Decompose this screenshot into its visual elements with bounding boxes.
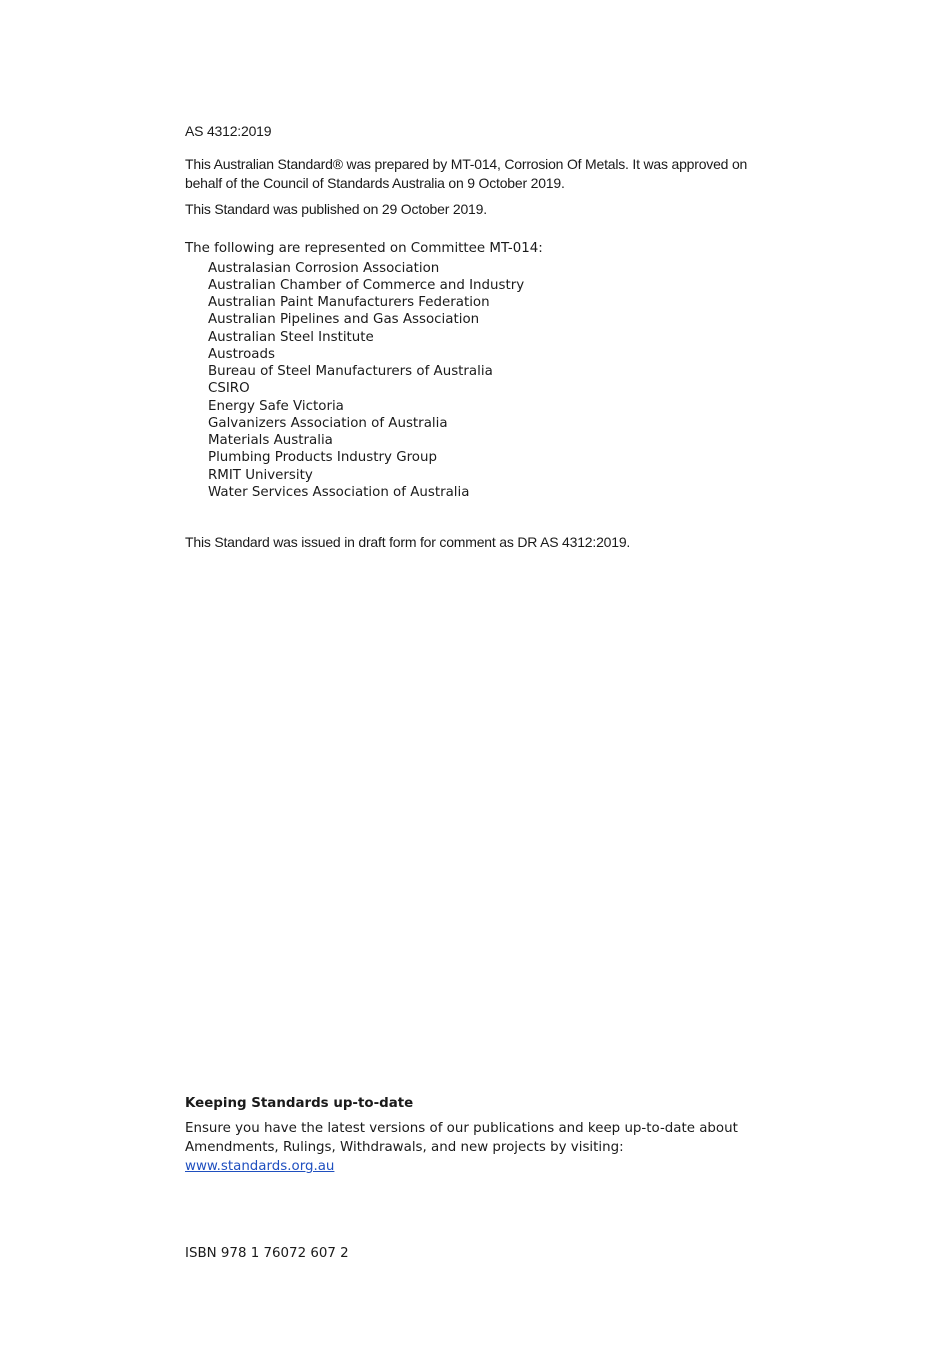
committee-member: Australasian Corrosion Association	[208, 260, 440, 276]
committee-member: Australian Paint Manufacturers Federation	[208, 295, 490, 310]
standards-website-link[interactable]: www.standards.org.au	[185, 1159, 335, 1174]
committee-member: RMIT University	[208, 467, 313, 483]
committee-member: Energy Safe Victoria	[208, 398, 344, 414]
keeping-up-to-date-section	[185, 1094, 785, 1176]
committee-member: Australian Steel Institute	[208, 329, 374, 345]
committee-heading: The following are represented on Committee MT-014:	[185, 241, 543, 256]
committee-member: CSIRO	[208, 381, 250, 397]
draft-statement: This Standard was issued in draft form for comment as DR AS 4312:2019.	[185, 534, 631, 550]
committee-member: Australian Pipelines and Gas Association	[208, 312, 480, 328]
document-page	[185, 0, 785, 1345]
committee-section	[185, 240, 785, 501]
isbn-number: ISBN 978 1 76072 607 2	[185, 1246, 349, 1261]
committee-member: Australian Chamber of Commerce and Industry	[208, 277, 525, 293]
published-date-statement: This Standard was published on 29 October 2019.	[185, 201, 487, 217]
committee-member: Austroads	[208, 346, 275, 362]
committee-member: Materials Australia	[208, 433, 333, 448]
keeping-up-to-date-body	[185, 1119, 785, 1176]
keeping-up-to-date-heading: Keeping Standards up-to-date	[185, 1096, 414, 1111]
committee-member: Plumbing Products Industry Group	[208, 450, 437, 466]
committee-member-list	[185, 260, 785, 502]
prepared-by-statement: This Australian Standard® was prepared by MT-014, Corrosion Of Metals. It was approved on behalf of the Council of Standards Australia on 9 October 2019.	[185, 156, 748, 191]
committee-member: Galvanizers Association of Australia	[208, 415, 448, 431]
committee-member: Bureau of Steel Manufacturers of Australia	[208, 364, 493, 379]
standard-number: AS 4312:2019	[185, 123, 272, 139]
keeping-up-to-date-text: Ensure you have the latest versions of our publications and keep up-to-date about Amendments, Rulings, Withdrawals, and new projects by visiting:	[185, 1121, 738, 1155]
committee-member: Water Services Association of Australia	[208, 484, 470, 500]
